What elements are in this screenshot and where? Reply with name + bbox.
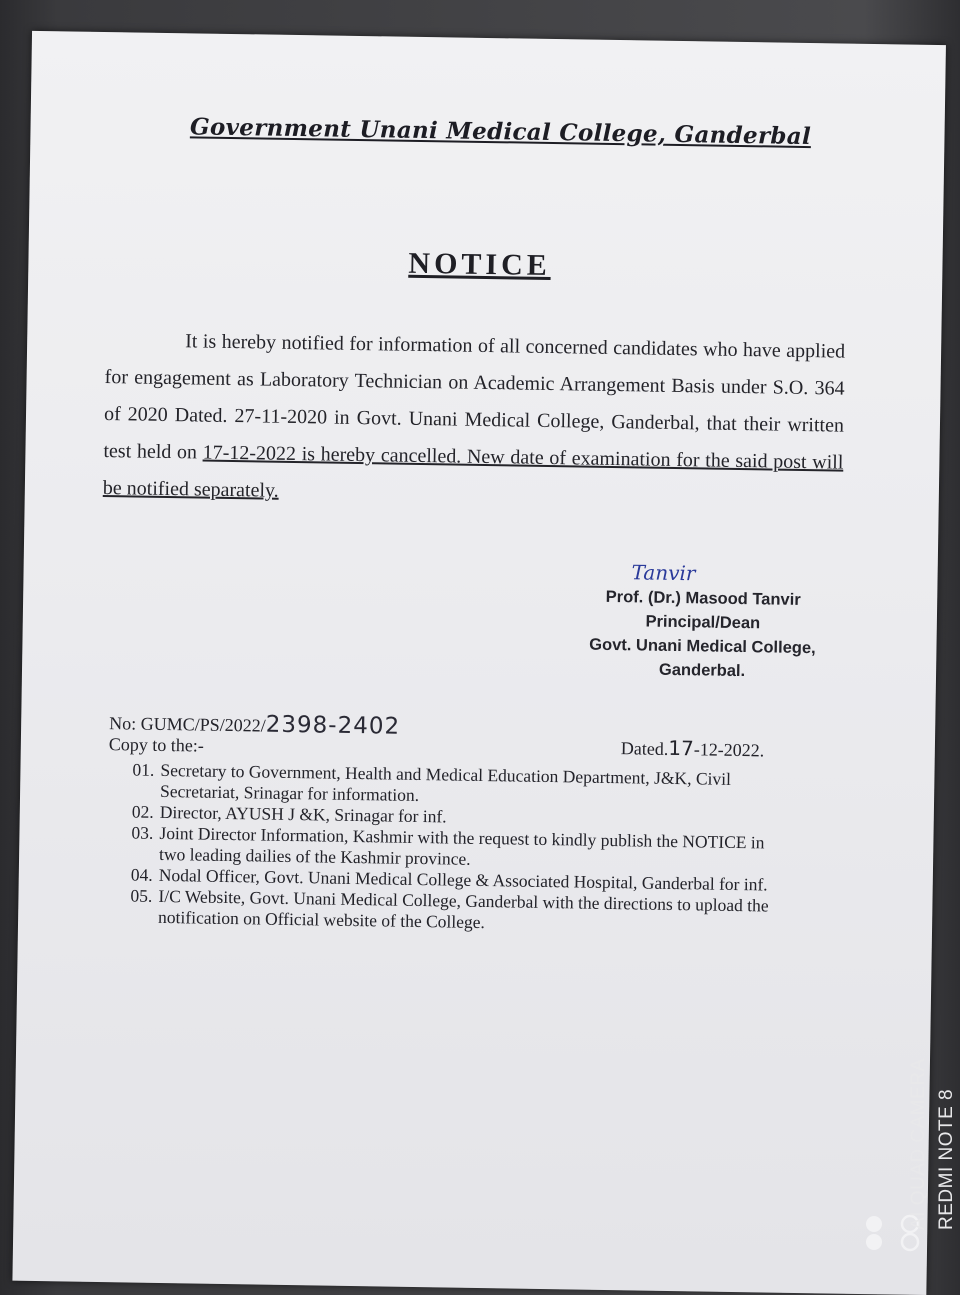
copy-item-number: 04. xyxy=(130,864,153,885)
notice-paper xyxy=(12,31,946,1295)
date-handwritten: 17 xyxy=(668,735,694,761)
signatory-designation: Principal/Dean xyxy=(645,612,761,633)
signatory-place: Ganderbal. xyxy=(658,660,746,681)
copy-item-text: Director, AYUSH J &K, Srinagar for inf. xyxy=(159,801,447,827)
copy-item-text: Secretary to Government, Health and Medical Education Department, J&K, Civil Secretariat, Srinagar for information. xyxy=(159,759,732,805)
copy-item-number: 02. xyxy=(131,801,154,822)
copy-item-number: 01. xyxy=(132,759,155,780)
notice-title: NOTICE xyxy=(408,246,552,282)
date-suffix: -12-2022. xyxy=(693,739,765,761)
copy-item-text: Joint Director Information, Kashmir with the request to kindly publish the NOTICE in two leading dailies of the Kashmir province. xyxy=(158,822,765,869)
notice-body xyxy=(103,322,846,519)
signature: Tanvir xyxy=(631,560,696,586)
copy-item-text: Nodal Officer, Govt. Unani Medical College & Associated Hospital, Ganderbal for inf. xyxy=(158,864,768,895)
dated-line xyxy=(621,735,765,761)
reference-prefix: No: GUMC/PS/2022/ xyxy=(109,713,266,736)
copy-list xyxy=(130,759,793,937)
signatory-name: Prof. (Dr.) Masood Tanvir xyxy=(605,587,801,609)
reference-handwritten: 2398-2402 xyxy=(265,711,401,740)
copy-to-label: Copy to the:- xyxy=(108,734,205,756)
signatory-block xyxy=(582,585,823,685)
body-text-underlined: 17-12-2022 is hereby cancelled. New date of examination for the said post will be notified separately. xyxy=(102,441,844,502)
copy-item-05 xyxy=(130,885,791,937)
watermark-line1: AI QUAD CAMERA xyxy=(908,1058,929,1230)
copy-item-number: 03. xyxy=(131,822,154,843)
copy-item-number: 05. xyxy=(130,885,153,906)
watermark-line2: REDMI NOTE 8 xyxy=(936,1088,957,1230)
signatory-institution: Govt. Unani Medical College, xyxy=(589,635,816,658)
camera-watermark xyxy=(905,1058,960,1230)
date-prefix: Dated. xyxy=(620,738,669,759)
body-text-plain: It is hereby notified for information of all concerned candidates who have applied for engagement as Laboratory Technician on Academic Arrangement Basis under S.O. 364 of 2020 Dated. 27-11-2020 in Govt. Unani Medical College, Ganderbal, that their written test held on xyxy=(103,330,846,464)
college-header: Government Unani Medical College, Ganderbal xyxy=(189,113,812,151)
copy-item-text: I/C Website, Govt. Unani Medical College, Ganderbal with the directions to upload the notification on Official website of the College. xyxy=(157,885,769,933)
